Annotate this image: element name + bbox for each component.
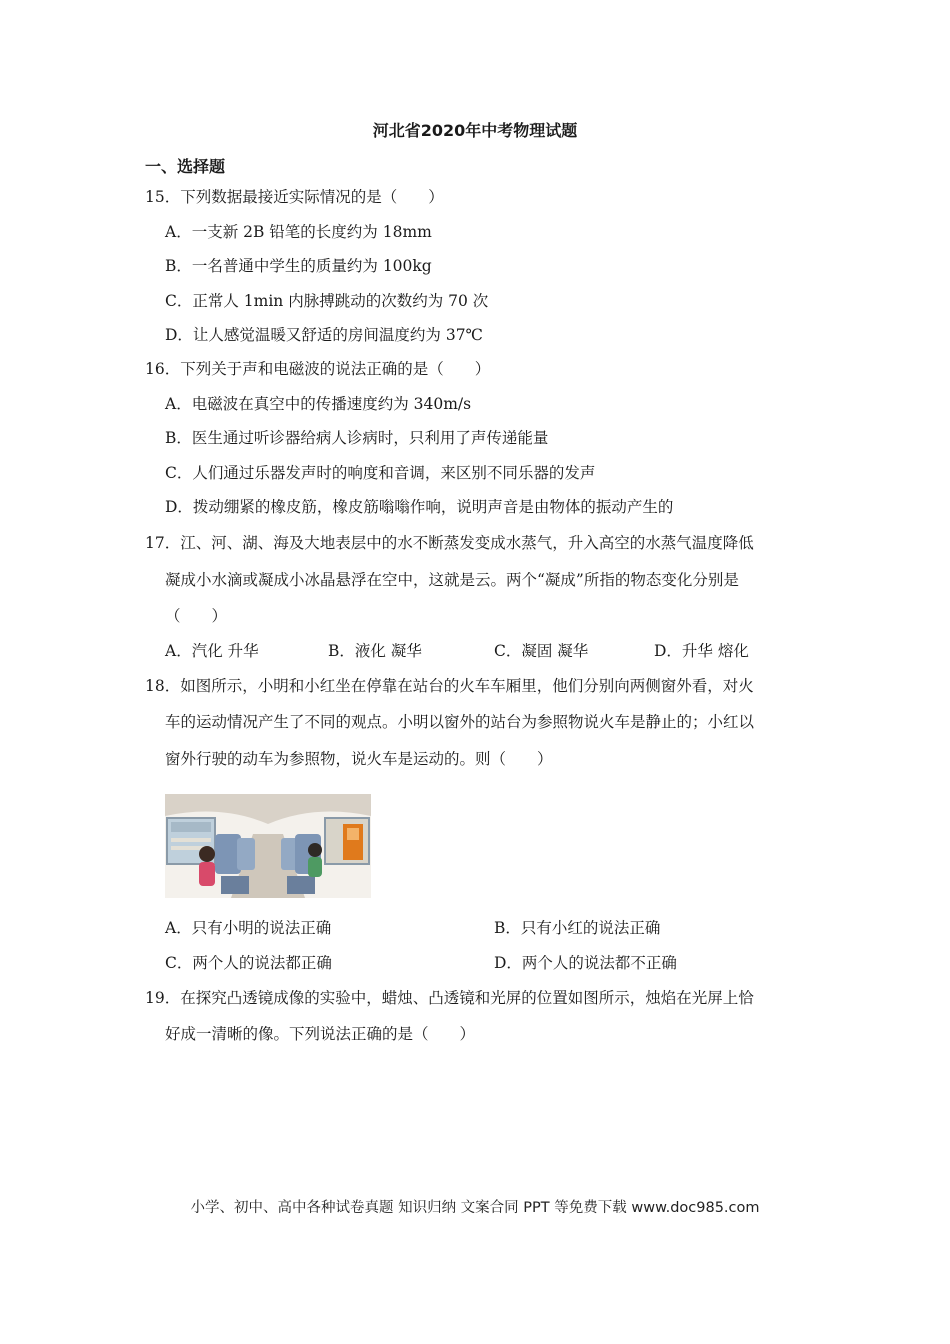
question-16-option-b: B．医生通过听诊器给病人诊病时，只利用了声传递能量 (165, 429, 549, 447)
question-17-line-1: 17．江、河、湖、海及大地表层中的水不断蒸发变成水蒸气，升入高空的水蒸气温度降低 (145, 534, 754, 552)
train-carriage-illustration (165, 794, 371, 898)
question-18-option-b: B．只有小红的说法正确 (494, 919, 661, 937)
question-18-option-d: D．两个人的说法都不正确 (494, 954, 677, 972)
exam-title: 河北省2020年中考物理试题 (372, 121, 578, 140)
question-16-stem: 16．下列关于声和电磁波的说法正确的是（ ） (145, 360, 491, 378)
question-19-line-1: 19．在探究凸透镜成像的实验中，蜡烛、凸透镜和光屏的位置如图所示，烛焰在光屏上恰 (145, 989, 754, 1007)
question-18-line-1: 18．如图所示，小明和小红坐在停靠在站台的火车车厢里，他们分别向两侧窗外看，对火 (145, 677, 754, 695)
question-16-option-d: D．拨动绷紧的橡皮筋，橡皮筋嗡嗡作响，说明声音是由物体的振动产生的 (165, 498, 674, 516)
question-19-line-2: 好成一清晰的像。下列说法正确的是（ ） (165, 1025, 476, 1043)
question-15-option-a: A．一支新 2B 铅笔的长度约为 18mm (165, 223, 432, 241)
question-17-option-a: A．汽化 升华 (165, 642, 259, 660)
question-18-option-a: A．只有小明的说法正确 (165, 919, 332, 937)
question-17-option-b: B．液化 凝华 (328, 642, 422, 660)
question-15-stem: 15．下列数据最接近实际情况的是（ ） (145, 188, 444, 206)
question-17-option-c: C．凝固 凝华 (494, 642, 589, 660)
question-18-line-2: 车的运动情况产生了不同的观点。小明以窗外的站台为参照物说火车是静止的；小红以 (165, 713, 755, 731)
question-18-option-c: C．两个人的说法都正确 (165, 954, 332, 972)
question-16-option-c: C．人们通过乐器发声时的响度和音调，来区别不同乐器的发声 (165, 464, 596, 482)
question-17-line-2: 凝成小水滴或凝成小冰晶悬浮在空中，这就是云。两个“凝成”所指的物态变化分别是 (165, 571, 739, 589)
question-17-option-d: D．升华 熔化 (654, 642, 749, 660)
question-15-option-d: D．让人感觉温暖又舒适的房间温度约为 37℃ (165, 326, 483, 344)
question-16-option-a: A．电磁波在真空中的传播速度约为 340m/s (165, 395, 472, 413)
question-15-option-b: B．一名普通中学生的质量约为 100kg (165, 257, 432, 275)
section-heading: 一、选择题 (145, 157, 226, 176)
question-18-line-3: 窗外行驶的动车为参照物，说火车是运动的。则（ ） (165, 750, 553, 768)
question-17-line-3: （ ） (165, 607, 228, 625)
question-15-option-c: C．正常人 1min 内脉搏跳动的次数约为 70 次 (165, 292, 489, 310)
page-footer: 小学、初中、高中各种试卷真题 知识归纳 文案合同 PPT 等免费下载 www.doc985.com (190, 1200, 760, 1216)
